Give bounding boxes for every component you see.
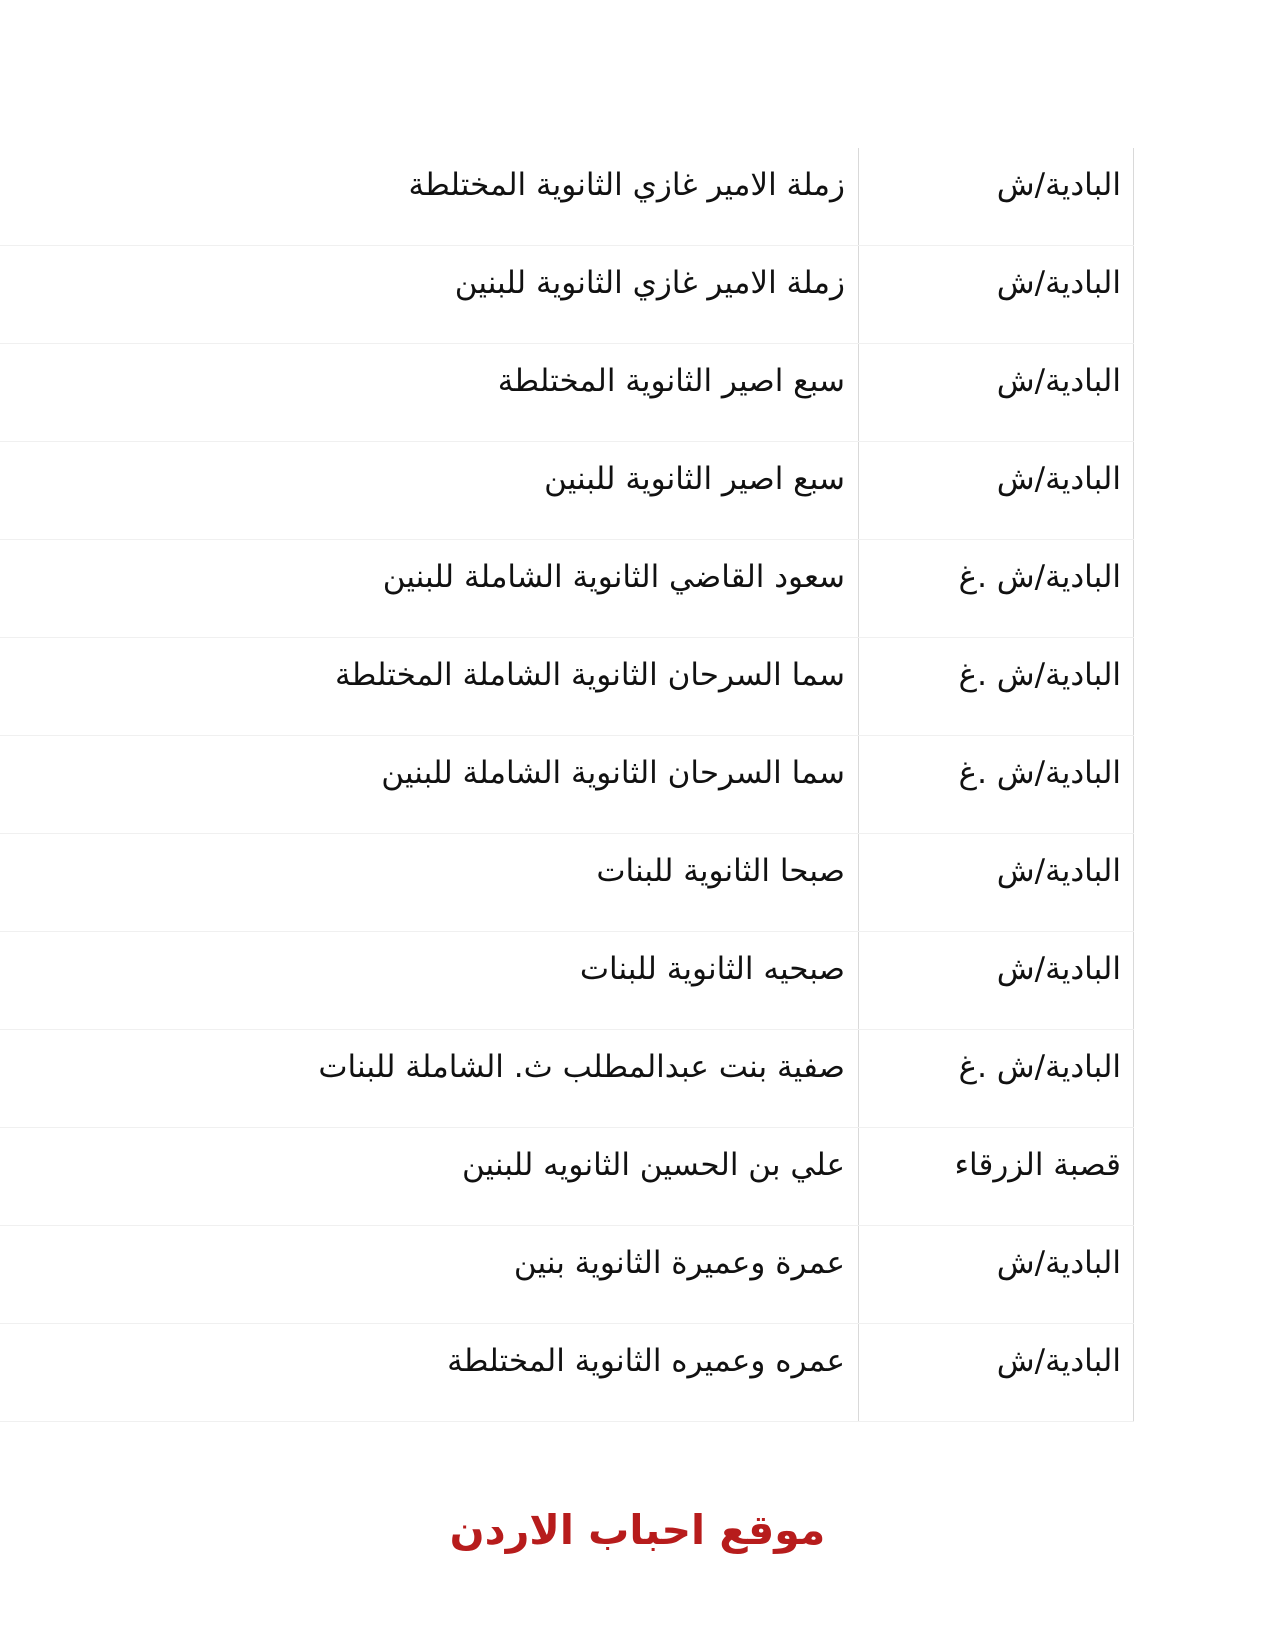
directorate-cell: البادية/ش [858,246,1134,343]
table-row [0,148,1134,246]
site-footer-title: موقع احباب الاردن [449,1506,826,1554]
school-name-cell: علي بن الحسين الثانويه للبنين [461,1147,845,1183]
school-name-cell: صبحا الثانوية للبنات [596,853,845,889]
table-row [0,834,1134,932]
table-row [0,736,1134,834]
school-name-cell: سما السرحان الثانوية الشاملة المختلطة [334,657,845,693]
table-row [0,638,1134,736]
directorate-cell: البادية/ش [858,932,1134,1029]
directorate-cell: قصبة الزرقاء [858,1128,1134,1225]
school-name-cell: سبع اصير الثانوية للبنين [544,461,845,497]
directorate-cell: البادية/ش .غ [858,638,1134,735]
school-name-cell: عمره وعميره الثانوية المختلطة [447,1343,845,1379]
table-row [0,1128,1134,1226]
school-name-cell: سعود القاضي الثانوية الشاملة للبنين [382,559,845,595]
table-row [0,540,1134,638]
directorate-cell: البادية/ش [858,148,1134,245]
table-row [0,344,1134,442]
table-row [0,442,1134,540]
table-row [0,1226,1134,1324]
directorate-cell: البادية/ش .غ [858,540,1134,637]
school-name-cell: زملة الامير غازي الثانوية المختلطة [408,167,845,203]
table-row [0,246,1134,344]
school-name-cell: صبحيه الثانوية للبنات [579,951,845,987]
table-row [0,1030,1134,1128]
school-name-cell: عمرة وعميرة الثانوية بنين [513,1245,845,1281]
table-row [0,1324,1134,1422]
school-name-cell: زملة الامير غازي الثانوية للبنين [454,265,845,301]
school-name-cell: صفية بنت عبدالمطلب ث. الشاملة للبنات [318,1049,845,1085]
directorate-cell: البادية/ش [858,344,1134,441]
school-name-cell: سبع اصير الثانوية المختلطة [497,363,845,399]
table-row [0,932,1134,1030]
schools-table [0,148,1134,1422]
directorate-cell: البادية/ش [858,1324,1134,1421]
directorate-cell: البادية/ش [858,442,1134,539]
directorate-cell: البادية/ش [858,1226,1134,1323]
directorate-cell: البادية/ش [858,834,1134,931]
school-name-cell: سما السرحان الثانوية الشاملة للبنين [381,755,845,791]
directorate-cell: البادية/ش .غ [858,736,1134,833]
directorate-cell: البادية/ش .غ [858,1030,1134,1127]
